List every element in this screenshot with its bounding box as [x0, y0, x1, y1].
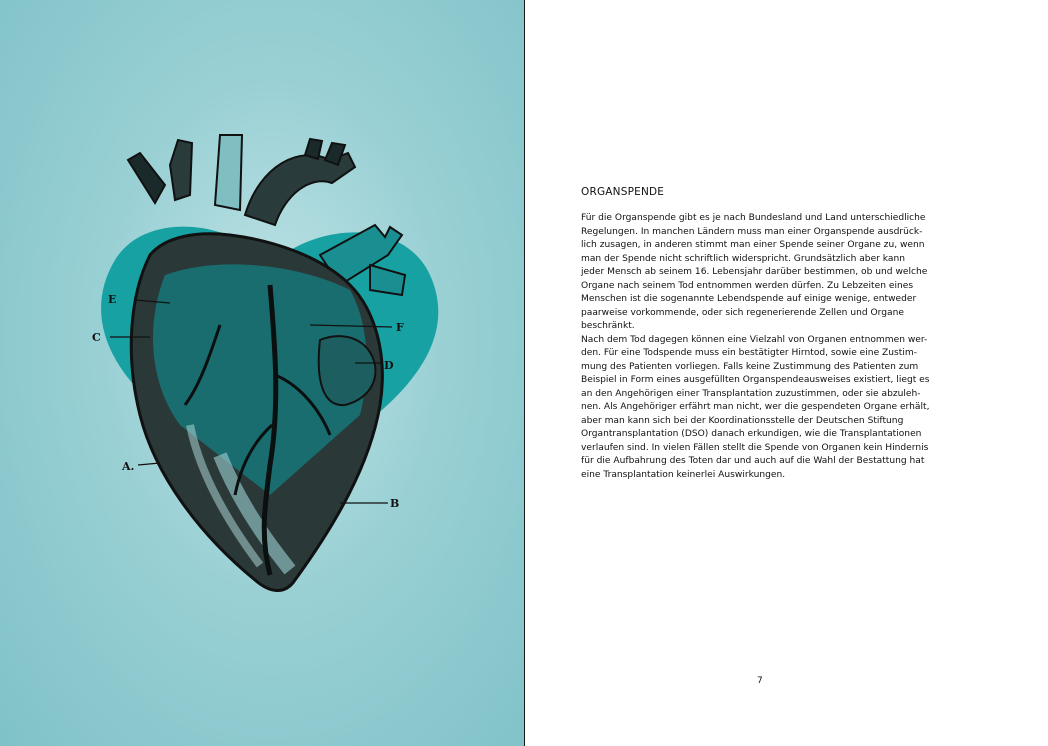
body-line: Für die Organspende gibt es je nach Bundesland und Land unterschiedliche: [581, 213, 926, 223]
label-a: A.: [122, 460, 135, 473]
anatomical-heart-illustration: [70, 125, 470, 615]
body-line: den. Für eine Todspende muss ein bestätigter Hirntod, sowie eine Zustim-: [581, 348, 918, 358]
body-line: paarweise vorkommende, oder sich regenerierende Zellen und Organe: [581, 307, 904, 318]
body-line: Nach dem Tod dagegen können eine Vielzahl von Organen entnommen wer-: [581, 334, 928, 345]
body-line: lich zusagen, in anderen stimmt man einer Spende seiner Organe zu, wenn: [581, 240, 925, 250]
body-line: Organe nach seinem Tod entnommen werden dürfen. Zu Lebzeiten eines: [581, 280, 914, 291]
body-line: jeder Mensch ab seinem 16. Lebensjahr darüber bestimmen, ob und welche: [581, 267, 928, 277]
body-line: Organtransplantation (DSO) danach erkundigen, wie die Transplantationen: [581, 429, 922, 439]
body-line: an den Angehörigen einer Transplantation zuzustimmen, oder sie abzuleh-: [581, 388, 921, 399]
body-line: nen. Als Angehöriger erfährt man nicht, wer die gespendeten Organe erhält,: [581, 402, 930, 412]
label-d: D: [384, 359, 394, 372]
body-line: für die Aufbahrung des Toten dar und auch auf die Wahl der Bestattung hat: [581, 456, 925, 466]
body-line: mung des Patienten vorliegen. Falls keine Zustimmung des Patienten zum: [581, 361, 919, 372]
page-number: 7: [757, 676, 763, 686]
body-line: man der Spende nicht schriftlich widerspricht. Grundsätzlich aber kann: [581, 253, 906, 264]
label-e: E: [108, 293, 117, 306]
body-line: aber man kann sich bei der Koordinationsstelle der Deutschen Stiftung: [581, 415, 904, 426]
label-c: C: [92, 331, 101, 344]
body-line: beschränkt.: [581, 321, 635, 331]
page-heading: ORGANSPENDE: [581, 186, 665, 198]
body-line: Menschen ist die sogenannte Lebendspende auf einige wenige, entweder: [581, 294, 917, 304]
body-text: [581, 212, 941, 482]
body-line: Beispiel in Form eines ausgefüllten Organspendeausweises existiert, liegt es: [581, 375, 930, 385]
body-line: Regelungen. In manchen Ländern muss man einer Organspende ausdrück-: [581, 226, 923, 237]
body-line: eine Transplantation keinerlei Auswirkungen.: [581, 469, 786, 480]
text-page: [525, 0, 1048, 746]
body-line: verlaufen sind. In vielen Fällen stellt die Spende von Organen kein Hindernis: [581, 442, 929, 453]
label-b: B: [390, 497, 400, 510]
label-f: F: [396, 321, 404, 334]
